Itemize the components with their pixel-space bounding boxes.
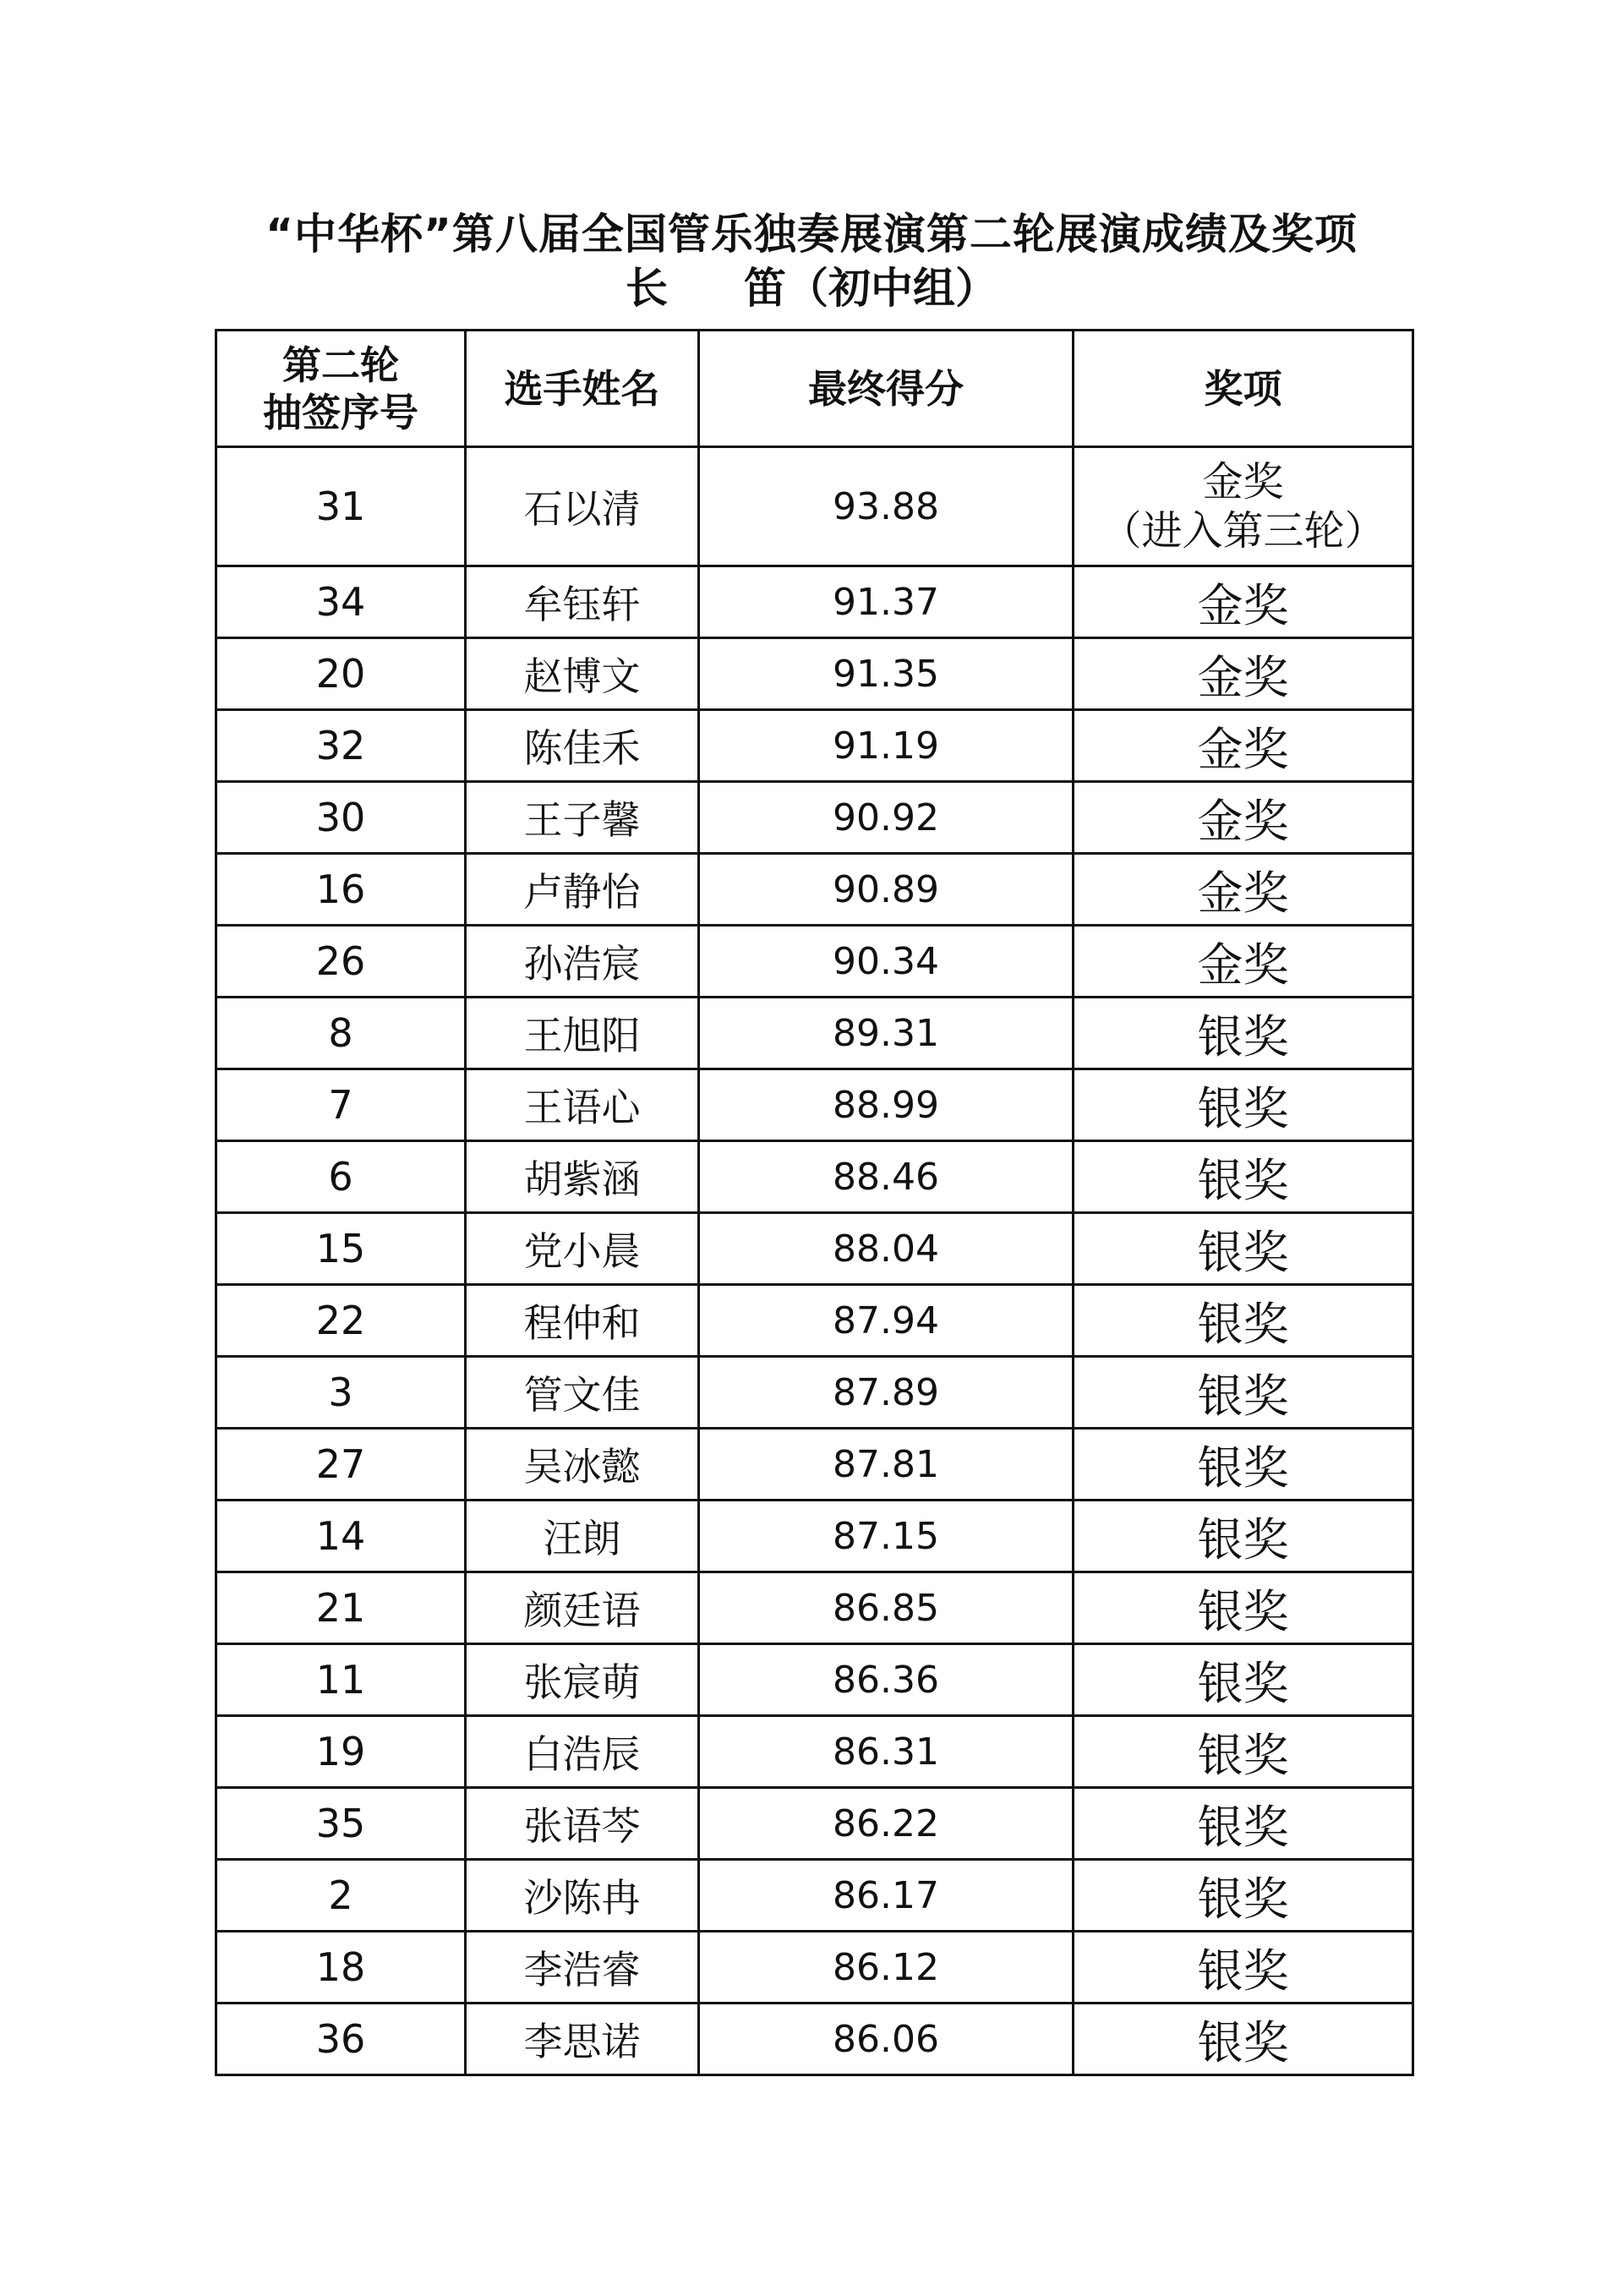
cell-award: 银奖 <box>1074 1213 1413 1285</box>
title-main: “中华杯”第八届全国管乐独奏展演第二轮展演成绩及奖项 <box>265 210 1358 259</box>
cell-score: 88.04 <box>699 1213 1074 1285</box>
cell-award: 金奖 <box>1074 566 1413 638</box>
table-row <box>216 566 1413 638</box>
title-instrument-char-1: 长 <box>626 264 668 313</box>
cell-name: 孙浩宸 <box>466 926 699 998</box>
cell-score: 86.22 <box>699 1788 1074 1860</box>
cell-draw-number: 16 <box>216 854 466 926</box>
cell-name: 李浩睿 <box>466 1932 699 2004</box>
cell-award: 银奖 <box>1074 1501 1413 1572</box>
cell-award: 银奖 <box>1074 1069 1413 1141</box>
cell-name: 赵博文 <box>466 638 699 710</box>
header-draw-number <box>216 331 466 447</box>
cell-name: 程仲和 <box>466 1285 699 1357</box>
cell-draw-number: 11 <box>216 1644 466 1716</box>
cell-name: 李思诺 <box>466 2004 699 2075</box>
table-row <box>216 710 1413 782</box>
table-row <box>216 1788 1413 1860</box>
document-title <box>0 207 1623 315</box>
award-note: （进入第三轮） <box>1101 507 1385 555</box>
cell-draw-number: 3 <box>216 1357 466 1429</box>
table-row <box>216 1572 1413 1644</box>
cell-draw-number: 2 <box>216 1860 466 1932</box>
cell-score: 93.88 <box>699 447 1074 566</box>
cell-score: 91.37 <box>699 566 1074 638</box>
cell-draw-number: 8 <box>216 998 466 1069</box>
cell-award: 银奖 <box>1074 1572 1413 1644</box>
cell-name: 张宸萌 <box>466 1644 699 1716</box>
cell-name: 王语心 <box>466 1069 699 1141</box>
award-label: 金奖 <box>1202 458 1284 506</box>
table-row <box>216 2004 1413 2075</box>
cell-name: 王子馨 <box>466 782 699 854</box>
table-row <box>216 854 1413 926</box>
cell-name: 颜廷语 <box>466 1572 699 1644</box>
cell-score: 87.81 <box>699 1429 1074 1501</box>
cell-score: 88.46 <box>699 1141 1074 1213</box>
cell-name: 王旭阳 <box>466 998 699 1069</box>
cell-draw-number: 18 <box>216 1932 466 2004</box>
cell-award: 银奖 <box>1074 1357 1413 1429</box>
table-row <box>216 998 1413 1069</box>
cell-name: 胡紫涵 <box>466 1141 699 1213</box>
cell-score: 91.35 <box>699 638 1074 710</box>
table-row <box>216 1285 1413 1357</box>
cell-name: 沙陈冉 <box>466 1860 699 1932</box>
table-row <box>216 1357 1413 1429</box>
cell-score: 86.12 <box>699 1932 1074 2004</box>
table-row <box>216 1860 1413 1932</box>
cell-name: 卢静怡 <box>466 854 699 926</box>
header-draw-number-line1: 第二轮 <box>282 342 399 388</box>
cell-score: 88.99 <box>699 1069 1074 1141</box>
cell-award: 金奖 <box>1074 782 1413 854</box>
cell-draw-number: 21 <box>216 1572 466 1644</box>
cell-award: 银奖 <box>1074 1285 1413 1357</box>
cell-award: 金奖 <box>1074 710 1413 782</box>
cell-award: 银奖 <box>1074 998 1413 1069</box>
cell-score: 86.17 <box>699 1860 1074 1932</box>
cell-name: 管文佳 <box>466 1357 699 1429</box>
cell-draw-number: 15 <box>216 1213 466 1285</box>
cell-name: 石以清 <box>466 447 699 566</box>
cell-score: 86.31 <box>699 1716 1074 1788</box>
cell-draw-number: 26 <box>216 926 466 998</box>
cell-award: 金奖 <box>1074 638 1413 710</box>
cell-score: 86.85 <box>699 1572 1074 1644</box>
table-row <box>216 1716 1413 1788</box>
cell-score: 90.92 <box>699 782 1074 854</box>
table-row <box>216 1069 1413 1141</box>
cell-draw-number: 6 <box>216 1141 466 1213</box>
cell-score: 86.06 <box>699 2004 1074 2075</box>
cell-award: 金奖 <box>1074 854 1413 926</box>
header-award: 奖项 <box>1074 331 1413 447</box>
cell-score: 87.94 <box>699 1285 1074 1357</box>
cell-name: 牟钰轩 <box>466 566 699 638</box>
cell-draw-number: 22 <box>216 1285 466 1357</box>
cell-score: 87.15 <box>699 1501 1074 1572</box>
cell-draw-number: 30 <box>216 782 466 854</box>
cell-score: 86.36 <box>699 1644 1074 1716</box>
table-header-row <box>216 331 1413 447</box>
cell-name: 白浩辰 <box>466 1716 699 1788</box>
table-row <box>216 1932 1413 2004</box>
cell-draw-number: 14 <box>216 1501 466 1572</box>
cell-draw-number: 32 <box>216 710 466 782</box>
cell-name: 张语芩 <box>466 1788 699 1860</box>
cell-award: 金奖 <box>1074 926 1413 998</box>
cell-score: 87.89 <box>699 1357 1074 1429</box>
cell-draw-number: 20 <box>216 638 466 710</box>
header-final-score: 最终得分 <box>699 331 1074 447</box>
cell-name: 吴冰懿 <box>466 1429 699 1501</box>
cell-award: 银奖 <box>1074 1932 1413 2004</box>
cell-award: 银奖 <box>1074 1860 1413 1932</box>
cell-draw-number: 7 <box>216 1069 466 1141</box>
cell-name: 陈佳禾 <box>466 710 699 782</box>
table-row <box>216 447 1413 566</box>
table-row <box>216 1501 1413 1572</box>
title-instrument-char-2: 笛 <box>744 264 786 313</box>
table-row <box>216 1141 1413 1213</box>
title-category <box>0 261 1623 315</box>
cell-award: 银奖 <box>1074 1644 1413 1716</box>
cell-award: 银奖 <box>1074 2004 1413 2075</box>
cell-score: 89.31 <box>699 998 1074 1069</box>
table-row <box>216 1644 1413 1716</box>
cell-award: 银奖 <box>1074 1788 1413 1860</box>
title-group: （初中组） <box>786 264 997 313</box>
cell-award: 银奖 <box>1074 1716 1413 1788</box>
cell-draw-number: 27 <box>216 1429 466 1501</box>
table-row <box>216 1429 1413 1501</box>
cell-award: 银奖 <box>1074 1429 1413 1501</box>
cell-draw-number: 19 <box>216 1716 466 1788</box>
cell-score: 90.34 <box>699 926 1074 998</box>
cell-award <box>1074 447 1413 566</box>
header-draw-number-line2: 抽签序号 <box>263 389 418 435</box>
cell-draw-number: 31 <box>216 447 466 566</box>
cell-draw-number: 34 <box>216 566 466 638</box>
cell-award: 银奖 <box>1074 1141 1413 1213</box>
cell-draw-number: 36 <box>216 2004 466 2075</box>
results-table <box>215 329 1414 2076</box>
cell-score: 90.89 <box>699 854 1074 926</box>
cell-name: 党小晨 <box>466 1213 699 1285</box>
cell-draw-number: 35 <box>216 1788 466 1860</box>
table-row <box>216 638 1413 710</box>
table-row <box>216 1213 1413 1285</box>
table-row <box>216 782 1413 854</box>
header-contestant-name: 选手姓名 <box>466 331 699 447</box>
cell-score: 91.19 <box>699 710 1074 782</box>
cell-name: 汪朗 <box>466 1501 699 1572</box>
table-row <box>216 926 1413 998</box>
